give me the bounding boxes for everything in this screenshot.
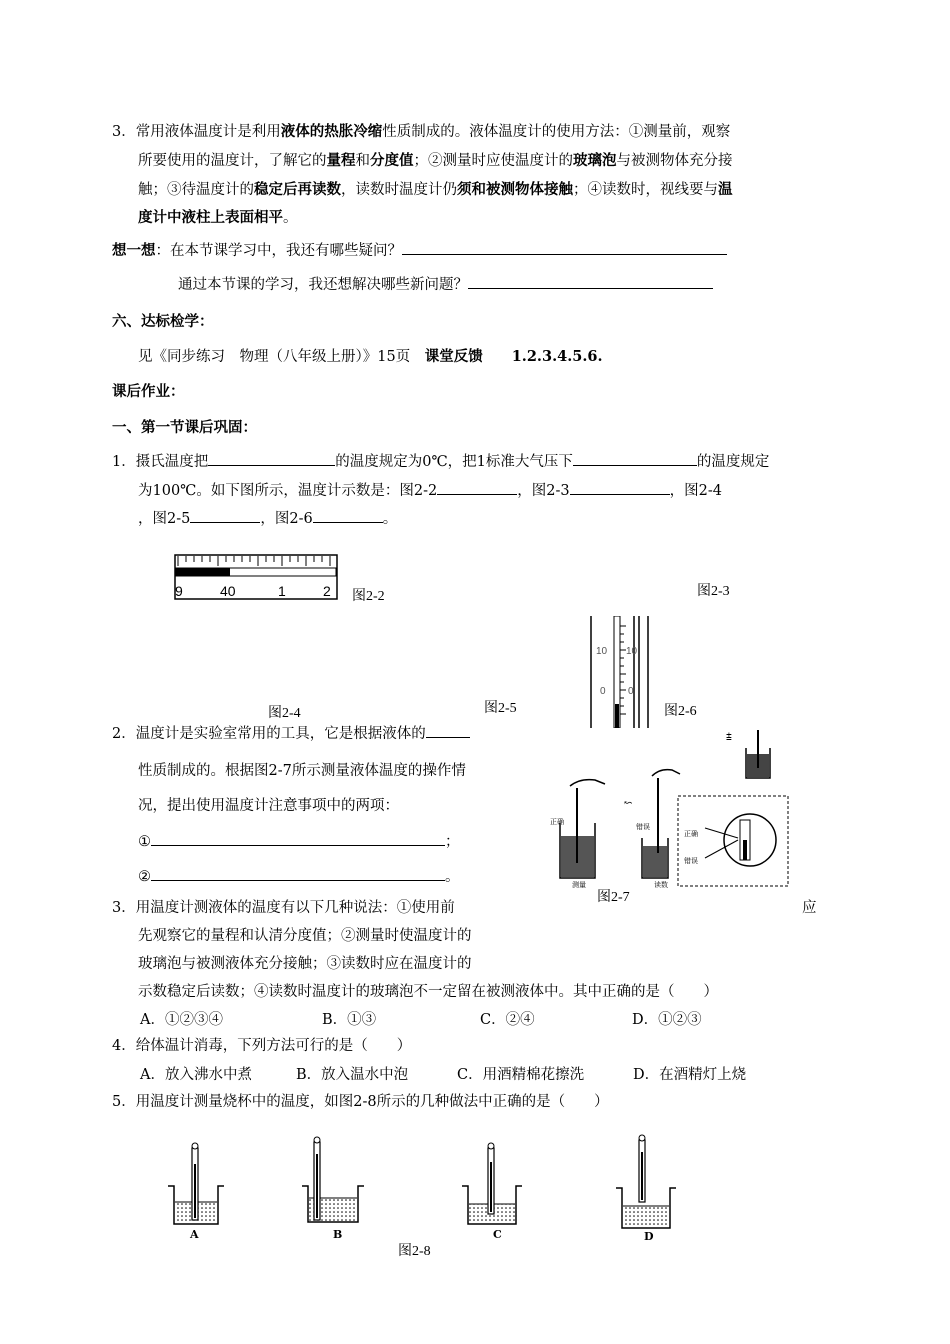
point3-line2: 所要使用的温度计，了解它的量程和分度值；②测量时应使温度计的玻璃泡与被测物体充分接 xyxy=(138,152,733,169)
option-d[interactable]: D．①②③ xyxy=(632,1012,702,1028)
beaker-top-right xyxy=(726,730,770,778)
fig-label: 正确 xyxy=(684,830,698,838)
fig-label: 读数 xyxy=(654,881,668,888)
answer-blank[interactable] xyxy=(437,480,517,495)
q4-line: 4．给体温计消毒，下列方法可行的是（ ） xyxy=(112,1038,412,1054)
q3-line1: 3．用温度计测液体的温度有以下几种说法：①使用前 xyxy=(112,900,455,916)
ruler-label: 1 xyxy=(278,583,286,599)
scale-label: 0 xyxy=(628,686,634,697)
point3-line1: 3．常用液体温度计是利用液体的热胀冷缩性质制成的。液体温度计的使用方法：①测量前，观察 xyxy=(112,123,731,140)
q2-item2: ② 。 xyxy=(138,866,460,887)
q2-line3: 况，提出使用温度计注意事项中的两项： xyxy=(138,798,399,814)
think-line1: 想一想：在本节课学习中，我还有哪些疑问？ xyxy=(112,240,727,261)
beaker-wrong xyxy=(624,770,680,878)
option-c[interactable]: C．用酒精棉花擦洗 xyxy=(457,1067,585,1083)
q3-line1-end: 应 xyxy=(802,900,817,916)
q1-line2: 为100℃。如下图所示，温度计示数是：图2-2 ，图2-3 ，图2-4 xyxy=(138,480,722,501)
option-d[interactable]: D．在酒精灯上烧 xyxy=(633,1067,747,1083)
measurement-fig-2-7 xyxy=(550,728,790,888)
beaker-a xyxy=(168,1143,224,1241)
answer-blank[interactable] xyxy=(402,240,727,255)
fig-caption-2-2: 图2-2 xyxy=(352,589,385,604)
answer-blank[interactable] xyxy=(151,866,445,881)
liquid-column xyxy=(176,568,230,576)
think-line2: 通过本节课的学习，我还想解决哪些新问题？ xyxy=(178,274,713,295)
answer-blank[interactable] xyxy=(570,480,670,495)
point3-line3: 触；③待温度计的稳定后再读数，读数时温度计仍须和被测物体接触；④读数时，视线要与温 xyxy=(138,181,733,198)
ruler-label: 2 xyxy=(323,583,331,599)
option-a[interactable]: A．①②③④ xyxy=(140,1012,223,1028)
fig-caption-2-5: 图2-5 xyxy=(484,701,517,716)
q2-line1: 2．温度计是实验室常用的工具，它是根据液体的 xyxy=(112,723,470,744)
svg-text:↜: ↜ xyxy=(624,798,633,809)
option-c[interactable]: C．②④ xyxy=(480,1012,535,1028)
liquid-column xyxy=(615,704,619,728)
answer-blank[interactable] xyxy=(468,274,713,289)
answer-blank[interactable] xyxy=(208,451,335,466)
svg-text:⩲: ⩲ xyxy=(726,732,732,743)
scale-label: 10 xyxy=(626,646,638,657)
q5-line: 5．用温度计测量烧杯中的温度，如图2-8所示的几种做法中正确的是（ ） xyxy=(112,1094,609,1110)
q3-line2: 先观察它的量程和认清分度值；②测量时使温度计的 xyxy=(138,928,472,944)
q2-line2: 性质制成的。根据图2-7所示测量液体温度的操作情 xyxy=(138,763,466,779)
section6-title: 六、达标检学： xyxy=(112,313,214,330)
section6-line: 见《同步练习 物理（八年级上册）》15页 课堂反馈 1.2.3.4.5.6. xyxy=(138,348,603,365)
fig-label: D xyxy=(644,1230,654,1243)
fig-caption-2-6: 图2-6 xyxy=(664,704,697,719)
answer-blank[interactable] xyxy=(426,723,470,738)
option-b[interactable]: B．放入温水中泡 xyxy=(296,1067,409,1083)
q2-item1: ① ； xyxy=(138,831,460,852)
q1-line3: ，图2-5 ，图2-6 。 xyxy=(138,508,397,529)
option-b[interactable]: B．①③ xyxy=(322,1012,377,1028)
scale-label: 0 xyxy=(600,686,606,697)
fig-label: 正确 xyxy=(550,818,564,826)
beaker-correct xyxy=(550,780,605,878)
beakers-fig-2-8 xyxy=(160,1134,680,1244)
answer-blank[interactable] xyxy=(190,508,260,523)
fig-label: A xyxy=(190,1228,199,1241)
option-a[interactable]: A．放入沸水中煮 xyxy=(140,1067,252,1083)
ruler-label: 40 xyxy=(220,583,236,599)
answer-blank[interactable] xyxy=(151,831,445,846)
fig-caption-2-4: 图2-4 xyxy=(268,706,301,721)
fig-label: B xyxy=(333,1228,343,1241)
q3-line4: 示数稳定后读数；④读数时温度计的玻璃泡不一定留在被测液体中。其中正确的是（ ） xyxy=(138,984,718,1000)
answer-blank[interactable] xyxy=(573,451,697,466)
fig-caption-2-3: 图2-3 xyxy=(697,584,730,599)
fig-label: C xyxy=(493,1228,502,1241)
beaker-b xyxy=(302,1137,364,1241)
answer-blank[interactable] xyxy=(313,508,383,523)
point3-line4: 度计中液柱上表面相平。 xyxy=(138,209,298,226)
thermometer-fig-2-5-2-6 xyxy=(588,616,654,728)
fig-label: 测量 xyxy=(572,881,586,888)
ruler-label: 9 xyxy=(175,583,183,599)
homework-sub: 一、第一节课后巩固： xyxy=(112,419,257,436)
fig-caption-2-8: 图2-8 xyxy=(398,1244,431,1259)
fig-label: 错误 xyxy=(636,823,650,831)
thermometer-fig-2-2 xyxy=(174,554,338,602)
beaker-d xyxy=(616,1135,676,1243)
fig-caption-2-7: 图2-7 xyxy=(597,890,630,905)
scale-label: 10 xyxy=(596,646,608,657)
q1-line1: 1．摄氏温度把 的温度规定为0℃，把1标准大气压下 的温度规定 xyxy=(112,451,769,472)
q3-line3: 玻璃泡与被测液体充分接触；③读数时应在温度计的 xyxy=(138,956,472,972)
beaker-c xyxy=(462,1143,522,1241)
homework-title: 课后作业： xyxy=(112,383,185,400)
fig-label: 错误 xyxy=(684,857,698,865)
